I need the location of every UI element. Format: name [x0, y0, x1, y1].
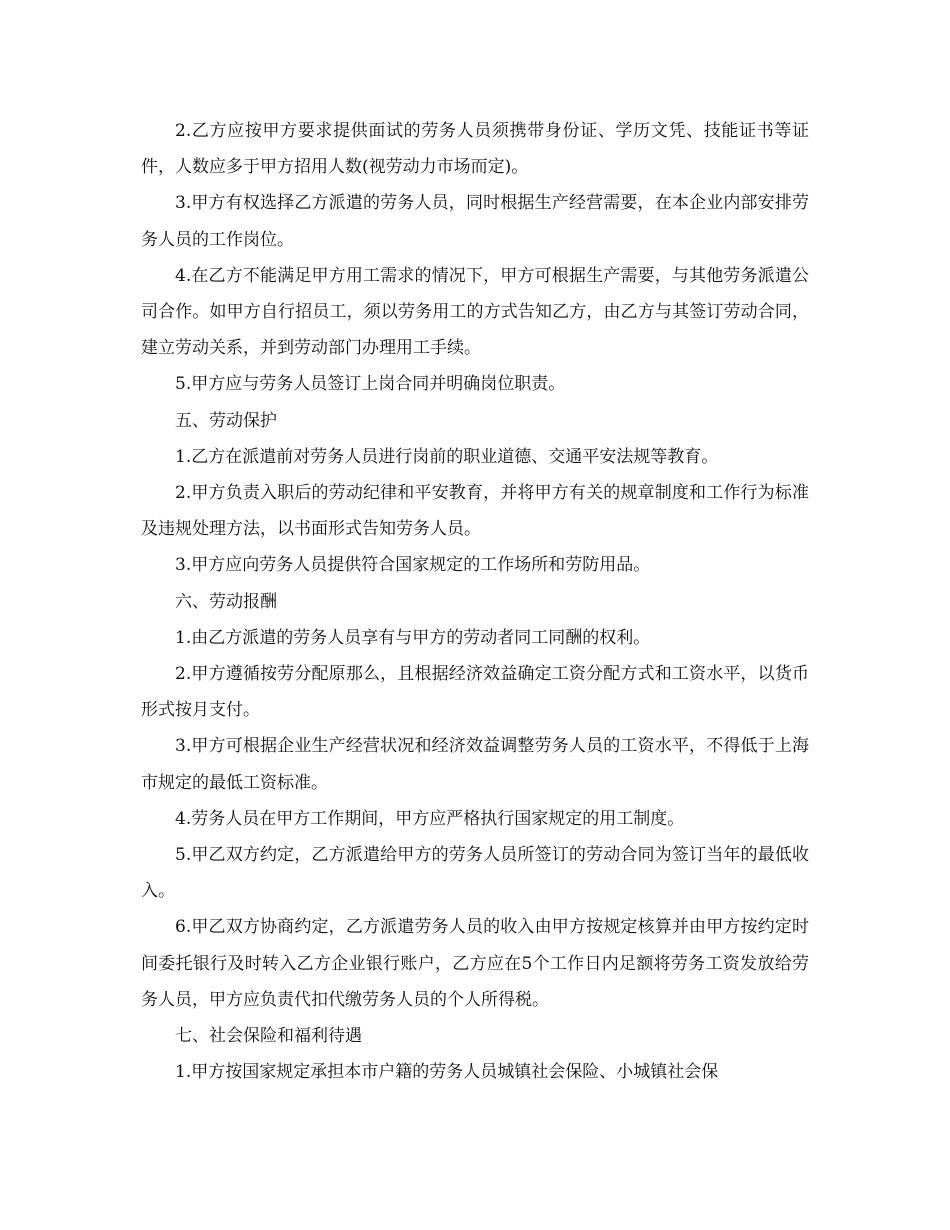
- paragraph-minimum-wage: 3.甲方可根据企业生产经营状况和经济效益调整劳务人员的工资水平，不得低于上海市规定的最低工资标准。: [141, 736, 809, 793]
- paragraph-interview-documents: 2.乙方应按甲方要求提供面试的劳务人员须携带身份证、学历文凭、技能证书等证件，人数应多于甲方招用人数(视劳动力市场而定)。: [141, 121, 809, 178]
- paragraph-post-contract: 5.甲方应与劳务人员签订上岗合同并明确岗位职责。: [175, 374, 566, 395]
- paragraph-select-workers: 3.甲方有权选择乙方派遣的劳务人员，同时根据生产经营需要，在本企业内部安排劳务人员的工作岗位。: [141, 193, 809, 250]
- paragraph-income-settlement: 6.甲乙双方协商约定，乙方派遣劳务人员的收入由甲方按规定核算并由甲方按约定时间委托银行及时转入乙方企业银行账户，乙方应在5个工作日内足额将劳务工资发放给劳务人员，甲方应负责代扣代缴劳务人员的个人所得税。: [141, 917, 809, 1010]
- section-heading-remuneration: 六、劳动报酬: [175, 591, 277, 612]
- paragraph-pre-dispatch-education: 1.乙方在派遣前对劳务人员进行岗前的职业道德、交通平安法规等教育。: [175, 446, 719, 467]
- paragraph-urban-insurance: 1.甲方按国家规定承担本市户籍的劳务人员城镇社会保险、小城镇社会保: [175, 1062, 719, 1083]
- paragraph-pay-distribution: 2.甲方遵循按劳分配原那么，且根据经济效益确定工资分配方式和工资水平，以货币形式按月支付。: [141, 664, 809, 721]
- section-heading-labor-protection: 五、劳动保护: [175, 410, 277, 431]
- paragraph-workplace-supplies: 3.甲方应向劳务人员提供符合国家规定的工作场所和劳防用品。: [175, 555, 651, 576]
- section-heading-social-insurance: 七、社会保险和福利待遇: [175, 1026, 362, 1047]
- paragraph-other-agencies: 4.在乙方不能满足甲方用工需求的情况下，甲方可根据生产需要，与其他劳务派遣公司合作。如甲方自行招员工，须以劳务用工的方式告知乙方，由乙方与其签订劳动合同，建立劳动关系，并到劳动部门办理用工手续。: [141, 265, 809, 359]
- paragraph-safety-education: 2.甲方负责入职后的劳动纪律和平安教育，并将甲方有关的规章制度和工作行为标准及违规处理方法，以书面形式告知劳务人员。: [141, 483, 809, 540]
- document-body: [141, 113, 809, 1090]
- paragraph-contract-income: 5.甲乙双方约定，乙方派遣给甲方的劳务人员所签订的劳动合同为签订当年的最低收入。: [141, 845, 809, 902]
- paragraph-equal-pay: 1.由乙方派遣的劳务人员享有与甲方的劳动者同工同酬的权利。: [175, 627, 651, 648]
- paragraph-employment-system: 4.劳务人员在甲方工作期间，甲方应严格执行国家规定的用工制度。: [175, 808, 685, 829]
